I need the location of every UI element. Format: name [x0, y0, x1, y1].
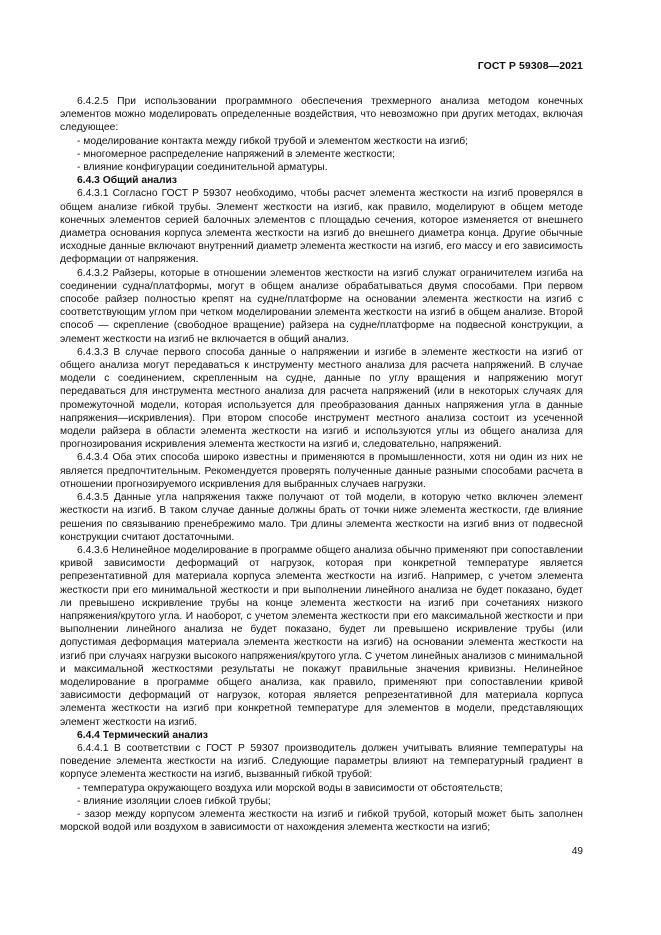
list-item: - зазор между корпусом элемента жесткости на изгиб и гибкой трубой, который может быть заполнен морской водой или воздухом в зависимости от нахождения элемента жесткости на изгиб;: [60, 808, 583, 834]
paragraph: 6.4.3.6 Нелинейное моделирование в программе общего анализа обычно применяют при сопоставлении кривой зависимости деформаций от нагрузок, которая при конкретной температуре является репрезентативной для материала корпуса элемента жесткости на изгиб. Например, с учетом элемента жесткости при его минимальной жесткости и при выполнении линейного анализа не будет показано, будет ли превышено искривление трубы на конце элемента жесткости на изгиб при сочетаниях низкого напряжения/крутого угла. И наоборот, с учетом элемента жесткости при его максимальной жесткости и при выполнении линейного анализа не будет показано, будет ли превышено искривление трубы (или допустимая деформация материала элемента жесткости на изгиб) на основании элемента жесткости на изгиб при случаях нагрузки высокого напряжения/крутого угла. С учетом линейных анализов с минимальной и максимальной жесткостями результаты не покажут правильные значения кривизны. Нелинейное моделирование в программе общего анализа, как правило, применяют при сопоставлении кривой зависимости деформаций от нагрузок, которая является репрезентативной для материала корпуса элемента жесткости на изгиб при конкретной температуре для элементов в модели, представляющих элемент жесткости на изгиб.: [60, 544, 583, 728]
paragraph: 6.4.3.5 Данные угла напряжения также получают от той модели, в которую четко включен элемент жесткости на изгиб. В таком случае данные должны брать от точки ниже элемента жесткости, где влияние решения по связыванию пренебрежимо мало. Три длины элемента жесткости на изгиб вниз от подвесной конструкции считают достаточными.: [60, 492, 583, 543]
paragraph: 6.4.2.5 При использовании программного обеспечения трехмерного анализа методом конечных элементов можно моделировать определенные воздействия, что невозможно при других методах, включая следующее:: [60, 96, 583, 134]
paragraph: 6.4.3.1 Согласно ГОСТ Р 59307 необходимо, чтобы расчет элемента жесткости на изгиб проверялся в общем анализе гибкой трубы. Элемент жесткости на изгиб, как правило, моделируют в общем методе конечных элементов серией балочных элементов с площадью сечения, которое изменяется от внешнего диаметра основания корпуса элемента жесткости на изгиб до внешнего диаметра конца. Другие обычные исходные данные включают внутренний диаметр элемента жесткости на изгиб, его массу и его зависимость деформации от напряжения.: [60, 188, 583, 266]
list-item: - температура окружающего воздуха или морской воды в зависимости от обстоятельств;: [77, 782, 503, 794]
list-item: - влияние конфигурации соединительной арматуры.: [77, 162, 328, 174]
section-heading: 6.4.4 Термический анализ: [77, 729, 208, 741]
list-item: - влияние изоляции слоев гибкой трубы;: [77, 795, 271, 807]
page-number: 49: [571, 846, 583, 857]
document-body: [60, 95, 583, 834]
paragraph: 6.4.3.3 В случае первого способа данные о напряжении и изгибе в элементе жесткости на изгиб от общего анализа могут передаваться к инструменту местного анализа для расчета напряжений. В случае модели с соединением, скрепленным на судне, данные по углу вращения и напряжению могут передаваться для инструмента местного анализа для расчета напряжений (или в некоторых случаях для промежуточной модели, которая используется для преобразования данных напряжения угла в данные напряжения—искривления). При втором способе инструмент местного анализа состоит из усеченной модели райзера в области элемента жесткости на изгиб и используются углы из общего анализа для прогнозирования искривления элемента жесткости на изгиб и, следовательно, напряжений.: [60, 346, 583, 451]
list-item: - моделирование контакта между гибкой трубой и элементом жесткости на изгиб;: [77, 135, 468, 147]
list-item: - многомерное распределение напряжений в элементе жесткости;: [77, 148, 396, 160]
paragraph: 6.4.4.1 В соответствии с ГОСТ Р 59307 производитель должен учитывать влияние температуры на поведение элемента жесткости на изгиб. Следующие параметры влияют на температурный градиент в корпусе элемента жесткости на изгиб, вызванный гибкой трубой:: [60, 742, 583, 781]
document-code: ГОСТ Р 59308—2021: [477, 60, 583, 72]
paragraph: 6.4.3.4 Оба этих способа широко известны и применяются в промышленности, хотя ни один из них не является предпочтительным. Рекомендуется проверять полученные данные разными способами расчета в отношении прогнозируемого искривления для выбранных случаев нагрузки.: [60, 452, 583, 490]
section-heading: 6.4.3 Общий анализ: [77, 175, 178, 187]
paragraph: 6.4.3.2 Райзеры, которые в отношении элементов жесткости на изгиб служат ограничителем изгиба на соединении судна/платформы, могут в общем анализе обрабатываться двумя способами. При первом способе райзер полностью крепят на судне/платформе на основании элемента жесткости на изгиб с соответствующим углом при четком моделировании элемента жесткости на изгиб в общем анализе. Второй способ — скрепление (свободное вращение) райзера на судне/платформе на подвесной конструкции, а элемент жесткости на изгиб не включается в общий анализ.: [60, 267, 583, 345]
